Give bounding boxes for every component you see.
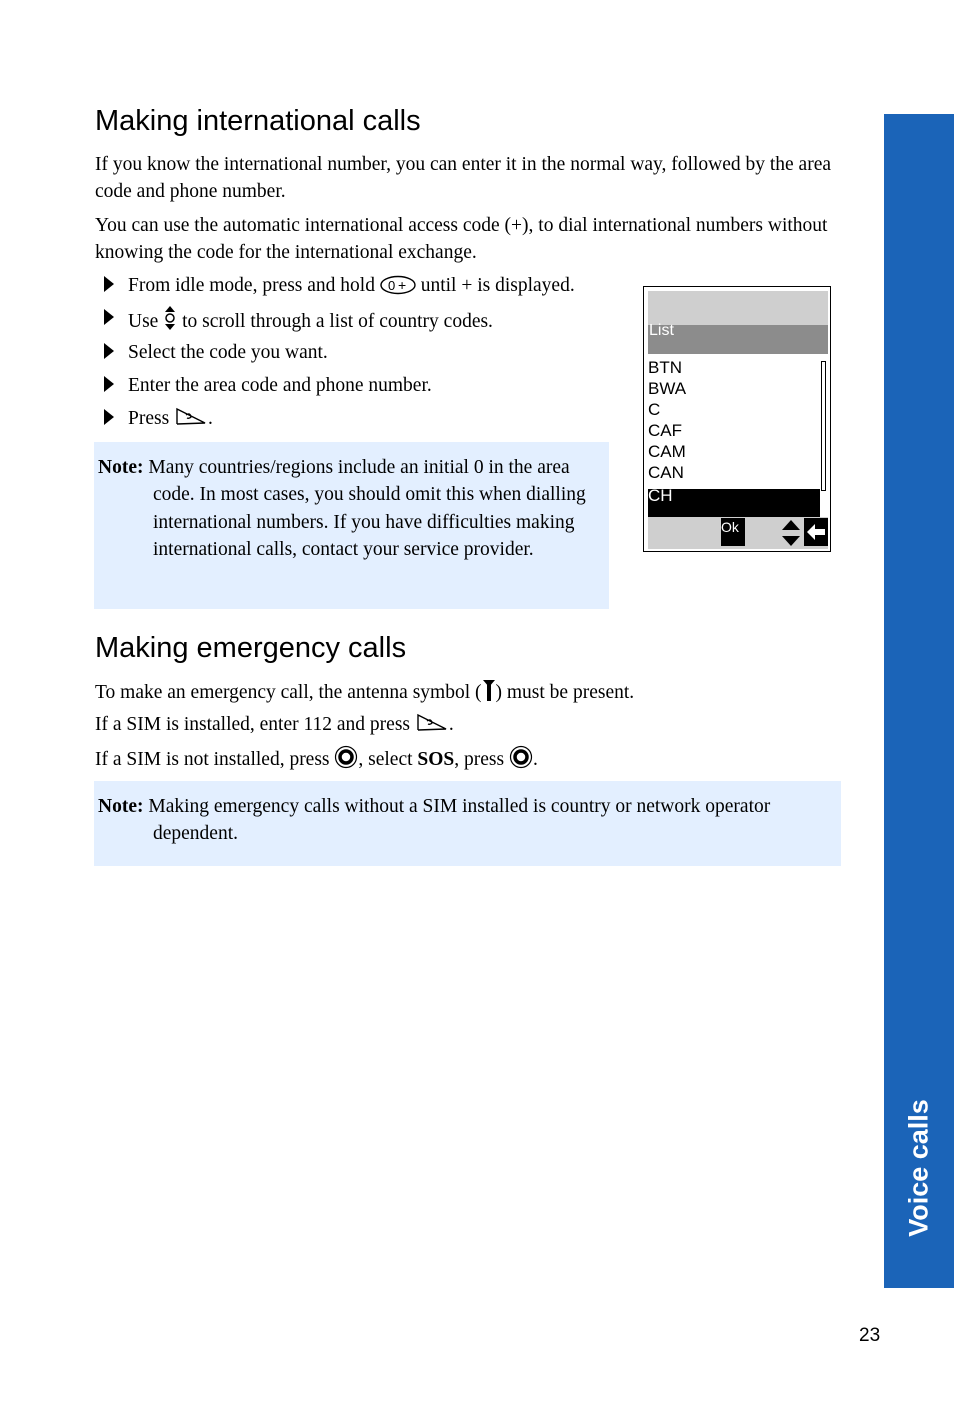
- scrollbar[interactable]: [821, 361, 826, 491]
- list-item[interactable]: C: [648, 400, 661, 419]
- bullet-arrow-icon: [104, 409, 114, 425]
- screen-title-bar: List: [648, 325, 828, 354]
- list-item[interactable]: CAF: [648, 421, 682, 440]
- ok-softkey[interactable]: Ok: [721, 518, 745, 546]
- list-item-selected[interactable]: CH: [648, 489, 820, 519]
- softkey-bar: [648, 517, 828, 549]
- note-box-emergency: [94, 781, 841, 866]
- step-item: From idle mode, press and hold 0 + until + is displayed.: [104, 272, 575, 305]
- sim-not-installed-paragraph: If a SIM is not installed, press , select SOS, press .: [95, 745, 845, 777]
- phone-screen: [643, 286, 831, 552]
- menu-key-icon: [334, 745, 358, 777]
- note-text: Many countries/regions include an initial 0 in the area code. In most cases, you should omit this when dialling international numbers. If you have difficulties making international calls, contact your service provider.: [143, 457, 586, 560]
- bullet-arrow-icon: [104, 309, 114, 325]
- list-item[interactable]: BWA: [648, 379, 687, 398]
- access-code-paragraph: You can use the automatic international access code (+), to dial international numbers without knowing the code for the international exchange.: [95, 215, 828, 263]
- step-item: Use to scroll through a list of country codes.: [104, 305, 575, 338]
- list-item[interactable]: CAN: [648, 463, 684, 482]
- svg-text:0: 0: [387, 278, 396, 293]
- steps-list: [104, 272, 575, 438]
- menu-key-icon: [509, 745, 533, 777]
- page-number: 23: [859, 1325, 881, 1346]
- status-bar: [648, 291, 828, 327]
- back-softkey[interactable]: [804, 518, 828, 546]
- bullet-arrow-icon: [104, 376, 114, 392]
- bullet-arrow-icon: [104, 276, 114, 292]
- step-item: Enter the area code and phone number.: [104, 372, 575, 405]
- step-item: Select the code you want.: [104, 339, 575, 372]
- note-label: Note:: [98, 457, 144, 478]
- call-key-icon: [174, 406, 208, 436]
- list-item[interactable]: CAM: [648, 442, 686, 461]
- sim-installed-paragraph: If a SIM is installed, enter 112 and press .: [95, 711, 845, 742]
- antenna-icon: [482, 678, 496, 710]
- chapter-side-tab: [884, 114, 954, 1288]
- note-text: Making emergency calls without a SIM installed is country or network operator dependent.: [143, 796, 771, 845]
- section-title-emergency: Making emergency calls: [95, 632, 407, 664]
- note-box-international: [94, 442, 609, 609]
- chapter-label: Voice calls: [903, 1099, 934, 1237]
- antenna-paragraph: To make an emergency call, the antenna symbol ( ) must be present.: [95, 678, 845, 710]
- svg-text:+: +: [397, 277, 407, 293]
- back-arrow-icon: [804, 518, 828, 546]
- up-down-arrows-icon: [780, 519, 802, 547]
- intro-paragraph: If you know the international number, you can enter it in the normal way, followed by the area code and phone number.: [95, 154, 832, 202]
- zero-key-icon: [380, 275, 416, 303]
- list-item[interactable]: BTN: [648, 358, 682, 377]
- section-title-international: Making international calls: [95, 105, 421, 137]
- step-item: Press .: [104, 405, 575, 438]
- note-label: Note:: [98, 796, 144, 817]
- scroll-key-icon: [163, 305, 177, 339]
- bullet-arrow-icon: [104, 343, 114, 359]
- call-key-icon: [415, 712, 449, 742]
